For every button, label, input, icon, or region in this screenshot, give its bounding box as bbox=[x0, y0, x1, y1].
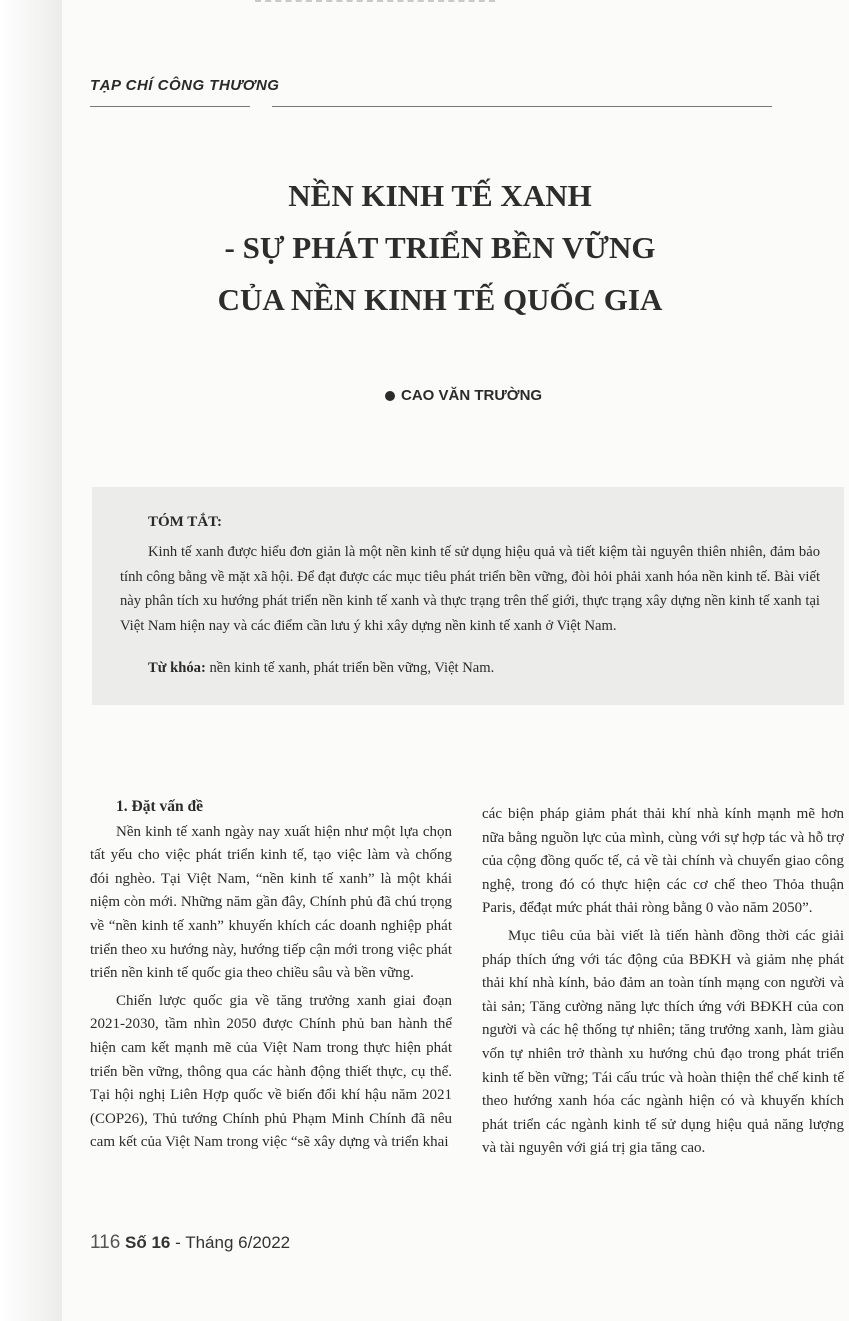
footer-separator: - bbox=[175, 1233, 181, 1252]
keywords-label: Từ khóa: bbox=[148, 660, 206, 676]
body-paragraph-continuation: các biện pháp giảm phát thải khí nhà kính mạnh mẽ hơn nữa bằng nguồn lực của mình, cùng với sự hợp tác và hỗ trợ của cộng đồng quốc tế, cả về tài chính và chuyển giao công nghệ, trong đó có thực hiện các cơ chế theo Thỏa thuận Paris, đểđạt mức phát thải ròng bằng 0 vào năm 2050”. bbox=[482, 806, 844, 917]
body-paragraph: Chiến lược quốc gia về tăng trưởng xanh giai đoạn 2021-2030, tầm nhìn 2050 được Chính phủ ban hành thể hiện cam kết mạnh mẽ của Việt Nam trong thực hiện phát triển bền vững, thông qua các hành động thiết thực, cụ thể. Tại hội nghị Liên Hợp quốc về biến đổi khí hậu năm 2021 (COP26), Thủ tướng Chính phủ Phạm Minh Chính đã nêu cam kết của Việt Nam trong việc “sẽ xây dựng và triển khai bbox=[90, 992, 452, 1151]
keywords-text: nền kinh tế xanh, phát triển bền vững, Việt Nam. bbox=[209, 660, 495, 676]
abstract-heading: TÓM TẮT: bbox=[148, 514, 223, 530]
bullet-dot-icon bbox=[385, 391, 395, 401]
article-title bbox=[100, 170, 780, 326]
issue-number: Số 16 bbox=[125, 1233, 171, 1252]
crop-marks bbox=[255, 0, 495, 8]
header-rule-left bbox=[90, 106, 250, 107]
title-line-3: CỦA NỀN KINH TẾ QUỐC GIA bbox=[217, 282, 663, 317]
page-footer bbox=[90, 1232, 290, 1254]
abstract-text: Kinh tế xanh được hiểu đơn giản là một nền kinh tế sử dụng hiệu quả và tiết kiệm tài nguyên thiên nhiên, đảm bảo tính công bằng về mặt xã hội. Để đạt được các mục tiêu phát triển bền vững, đòi hỏi phải xanh hóa nền kinh tế. Bài viết này phân tích xu hướng phát triển nền kinh tế xanh và thực trạng trên thế giới, thực trạng xây dựng nền kinh tế xanh tại Việt Nam hiện nay và các điểm cần lưu ý khi xây dựng nền kinh tế xanh ở Việt Nam. bbox=[120, 544, 820, 634]
body-paragraph: Mục tiêu của bài viết là tiến hành đồng thời các giải pháp thích ứng với tác động của BĐKH và giảm nhẹ phát thải khí nhà kính, bảo đảm an toàn tính mạng con người và tài sản; Tăng cường năng lực thích ứng với BĐKH của con người và các hệ thống tự nhiên; tăng trưởng xanh, làm giàu vốn tự nhiên trở thành xu hướng chủ đạo trong phát triển kinh tế bền vững; Tái cấu trúc và hoàn thiện thể chế kinh tế theo hướng xanh hóa các ngành hiện có và khuyến khích phát triển các ngành kinh tế sử dụng hiệu quả năng lượng và tài nguyên với giá trị gia tăng cao. bbox=[482, 927, 844, 1157]
body-column-right bbox=[482, 803, 844, 1165]
header-rule-right bbox=[272, 106, 772, 107]
author-line bbox=[385, 387, 542, 404]
body-paragraph: Nền kinh tế xanh ngày nay xuất hiện như một lựa chọn tất yếu cho việc phát triển kinh tế, tạo việc làm và chống đói nghèo. Tại Việt Nam, “nền kinh tế xanh” là một khái niệm còn mới. Những năm gần đây, Chính phủ đã chú trọng về “nền kinh tế xanh” khuyến khích các doanh nghiệp phát triển theo xu hướng này, hướng tiếp cận mới trong việc phát triển nền kinh tế quốc gia theo chiều sâu và bền vững. bbox=[90, 823, 452, 982]
keywords-line bbox=[148, 660, 494, 677]
body-column-left bbox=[90, 795, 452, 1159]
journal-name: TẠP CHÍ CÔNG THƯƠNG bbox=[90, 77, 280, 94]
title-line-1: NỀN KINH TẾ XANH bbox=[288, 178, 592, 213]
section-heading: 1. Đặt vấn đề bbox=[116, 798, 203, 815]
page-spine-shadow bbox=[0, 0, 62, 1321]
title-line-2: - SỰ PHÁT TRIỂN BỀN VỮNG bbox=[224, 230, 656, 265]
author-name: CAO VĂN TRƯỜNG bbox=[401, 387, 543, 404]
issue-date: Tháng 6/2022 bbox=[185, 1233, 291, 1252]
page-number: 116 bbox=[90, 1232, 121, 1253]
